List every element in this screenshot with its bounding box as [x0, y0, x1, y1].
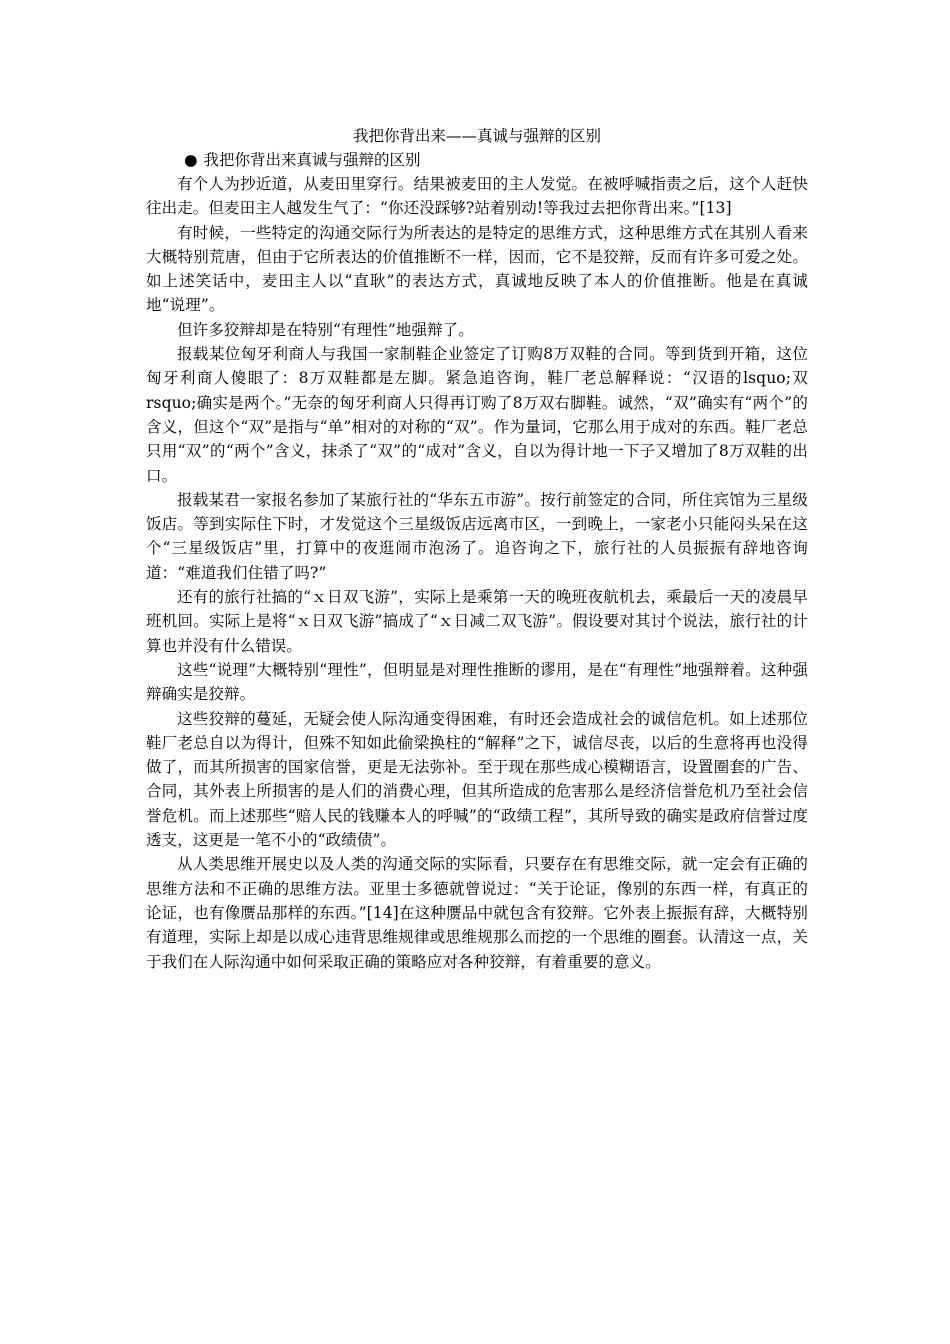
paragraph-5: 报载某君一家报名参加了某旅行社的“华东五市游”。按行前签定的合同，所住宾馆为三星级饭店。等到实际住下时，才发觉这个三星级饭店远离市区，一到晚上，一家老小只能闷头呆在这个“三星级饭店”里，打算中的夜逛闹市泡汤了。追咨询之下，旅行社的人员振振有辞地咨询道：“难道我们住错了吗?”	[146, 490, 808, 582]
document-title: 我把你背出来——真诚与强辩的区别	[352, 127, 601, 145]
paragraph-9: 从人类思维开展史以及人类的沟通交际的实际看，只要存在有思维交际，就一定会有正确的思维方法和不正确的思维方法。亚里士多德就曾说过：“关于论证，像别的东西一样，有真正的论证，也有像赝品那样的东西。”[14]在这种赝品中就包含有狡辩。它外表上振振有辞，大概特别有道理，实际上却是以成心违背思维规律或思维规那么而挖的一个思维的圈套。认清这一点，关于我们在人际沟通中如何采取正确的策略应对各种狡辩，有着重要的意义。	[146, 855, 808, 971]
paragraph-1: 有个人为抄近道，从麦田里穿行。结果被麦田的主人发觉。在被呼喊指责之后，这个人赶快往出走。但麦田主人越发生气了：“你还没踩够?站着别动!等我过去把你背出来。”[13]	[146, 175, 808, 218]
document-page	[146, 124, 808, 974]
bullet-icon: ●	[184, 151, 198, 169]
paragraph-3: 但许多狡辩却是在特别“有理性”地强辩了。	[177, 320, 474, 339]
paragraph-4: 报载某位匈牙利商人与我国一家制鞋企业签定了订购8万双鞋的合同。等到货到开箱，这位匈牙利商人傻眼了：8万双鞋都是左脚。紧急追咨询，鞋厂老总解释说：“汉语的lsquo;双rsquo;确实是两个。”无奈的匈牙利商人只得再订购了8万双右脚鞋。诚然，“双”确实有“两个”的含义，但这个“双”是指与“单”相对的对称的“双”。作为量词，它那么用于成对的东西。鞋厂老总只用“双”的“两个”含义，抹杀了“双”的“成对”含义，自以为得计地一下子又增加了8万双鞋的出口。	[146, 345, 808, 485]
paragraph-8: 这些狡辩的蔓延，无疑会使人际沟通变得困难，有时还会造成社会的诚信危机。如上述那位鞋厂老总自以为得计，但殊不知如此偷梁换柱的“解释”之下，诚信尽丧，以后的生意将再也没得做了，而其所损害的国家信誉，更是无法弥补。至于现在那些成心模糊语言，设置圈套的广告、合同，其外表上所损害的是人们的消费心理，但其所造成的危害那么是经济信誉危机乃至社会信誉危机。而上述那些“赔人民的钱赚本人的呼喊”的“政绩工程”，其所导致的确实是政府信誉过度透支，这更是一笔不小的“政绩债”。	[146, 709, 808, 850]
paragraph-7: 这些“说理”大概特别“理性”，但明显是对理性推断的谬用，是在“有理性”地强辩着。这种强辩确实是狡辩。	[146, 660, 808, 704]
document-subtitle	[146, 148, 808, 172]
paragraph-6: 还有的旅行社搞的“ｘ日双飞游”，实际上是乘第一天的晚班夜航机去，乘最后一天的凌晨早班机回。实际上是将“ｘ日双飞游”搞成了“ｘ日减二双飞游”。假设要对其讨个说法，旅行社的计算也并没有什么错误。	[146, 588, 808, 655]
subtitle-text: 我把你背出来真诚与强辩的区别	[203, 151, 421, 169]
paragraph-2: 有时候，一些特定的沟通交际行为所表达的是特定的思维方式，这种思维方式在其别人看来大概特别荒唐，但由于它所表达的价值推断不一样，因而，它不是狡辩，反而有许多可爱之处。如上述笑话中，麦田主人以“直耿”的表达方式，真诚地反映了本人的价值推断。他是在真诚地“说理”。	[146, 223, 808, 315]
